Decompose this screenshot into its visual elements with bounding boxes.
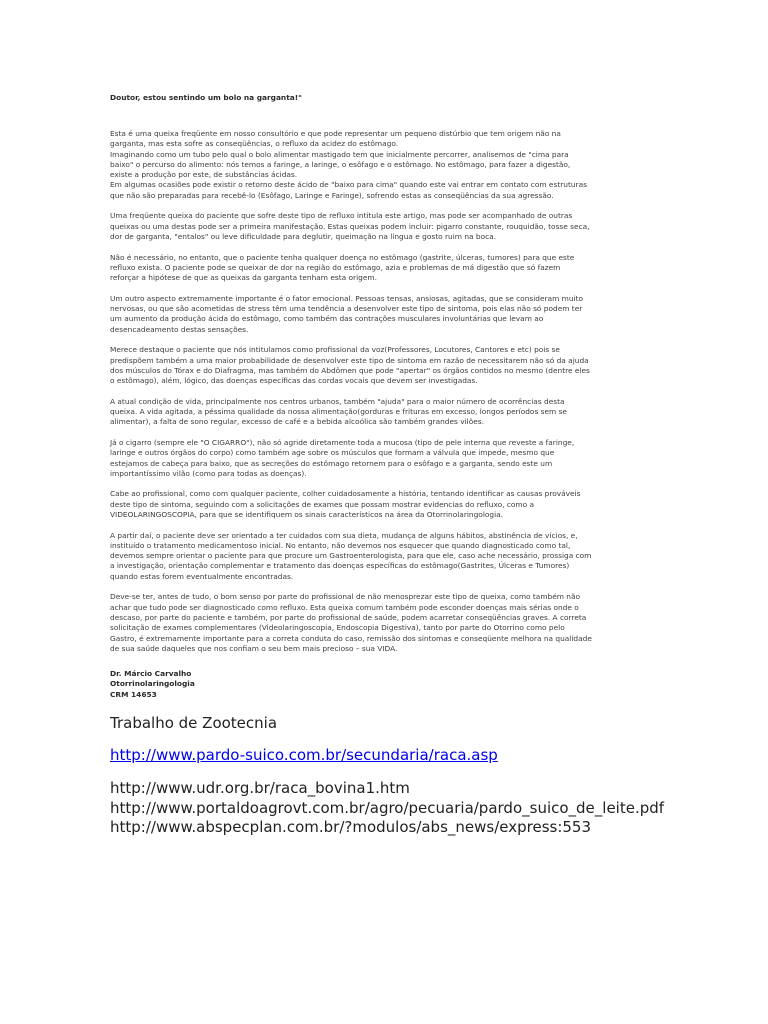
paragraph-line: quando estas forem eventualmente encontradas. [110, 571, 294, 581]
author-specialty: Otorrinolaringologia [110, 679, 195, 689]
article-paragraph [110, 211, 660, 242]
article-paragraph [110, 489, 660, 520]
paragraph-line: reforçar a hipótese de que as queixas da garganta tenham esta origem. [110, 273, 377, 283]
reference-url: http://www.abspecplan.com.br/?modulos/abs_news/express:553 [110, 818, 592, 836]
paragraph-line: solicitação de exames complementares (Videolaringoscopia, Endoscopia Digestiva), tanto por parte do Otorrino como pelo [110, 623, 565, 633]
paragraph-line: Já o cigarro (sempre ele "O CIGARRO"), não só agride diretamente toda a mucosa (tipo de pele interna que reveste a faringe, [110, 437, 575, 447]
paragraph-line: de sua saúde daqueles que nos confiam o seu bem mais precioso – sua VIDA. [110, 643, 398, 653]
article-paragraph [110, 531, 660, 582]
paragraph-line: Gastro, é extremamente importante para a correta conduta do caso, remissão dos sintomas e conseqüente melhora na qualidade [110, 633, 592, 643]
article-paragraph [110, 397, 660, 428]
paragraph-line: Imaginando como um tubo pelo qual o bolo alimentar mastigado tem que inicialmente percorrer, analisemos de "cima para [110, 149, 569, 159]
paragraph-line: Cabe ao profissional, como com qualquer paciente, colher cuidadosamente a história, tentando identificar as causas prováveis [110, 489, 581, 499]
section-title: Trabalho de Zootecnia [110, 714, 278, 732]
paragraph-line: Uma freqüente queixa do paciente que sofre deste tipo de refluxo intitula este artigo, mas pode ser acompanhado de outras [110, 211, 573, 221]
author-crm: CRM 14653 [110, 689, 157, 699]
paragraph-line: baixo" o percurso do alimento: nós temos a faringe, a laringe, o esôfago e o estômago. No estômago, para fazer a digestão, [110, 159, 571, 169]
paragraph-line: importantíssimo vilão (como para todas as doenças). [110, 468, 307, 478]
article-paragraph [110, 253, 660, 284]
paragraph-line: A partir daí, o paciente deve ser orientado a ter cuidados com sua dieta, mudança de alguns hábitos, abstinência de vícios, e, [110, 530, 578, 540]
paragraph-line: Não é necessário, no entanto, que o paciente tenha qualquer doença no estômago (gastrite, úlceras, tumores) para que este [110, 252, 575, 262]
paragraph-line: refluxo exista. O paciente pode se queixar de dor na região do estômago, azia e problemas de má digestão que só fazem [110, 262, 561, 272]
paragraph-line: desencadeamento destas sensações. [110, 324, 249, 334]
reference-url-list [110, 779, 664, 838]
paragraph-line: Deve-se ter, antes de tudo, o bom senso por parte do profissional de não menosprezar este tipo de queixa, como também não [110, 592, 581, 602]
paragraph-line: existe a produção por este, de substâncias ácidas. [110, 170, 298, 180]
paragraph-line: queixa. A vida agitada, a péssima qualidade da nossa alimentação(gorduras e frituras em excesso, longos períodos sem se [110, 407, 567, 417]
article-paragraph [110, 129, 660, 201]
article-paragraph [110, 592, 660, 654]
paragraph-line: achar que tudo pode ser diagnosticado como refluxo. Esta queixa comum também pode esconder doenças mais sérias onde o [110, 602, 579, 612]
article-paragraph [110, 345, 660, 386]
paragraph-line: Esta é uma queixa freqüente em nosso consultório e que pode representar um pequeno distúrbio que tem origem não na [110, 129, 561, 138]
paragraph-line: Merece destaque o paciente que nós intitulamos como profissional da voz(Professores, Locutores, Cantores e etc) pois se [110, 345, 560, 355]
paragraph-line: estejamos de cabeça para baixo, que as secreções do estômago retornem para o esôfago e a garganta, sendo este um [110, 458, 553, 468]
article-title: Doutor, estou sentindo um bolo na garganta!" [110, 93, 302, 102]
pardo-suico-link[interactable]: http://www.pardo-suico.com.br/secundaria/raca.asp [110, 746, 498, 764]
reference-url: http://www.udr.org.br/raca_bovina1.htm [110, 779, 410, 797]
paragraph-line: um aumento da produção ácida do estômago, como também das contrações musculares involuntárias que levam ao [110, 314, 544, 324]
paragraph-line: queixas ou uma destas pode ser a primeira manifestação. Estas queixas podem incluir: pigarro constante, rouquidão, tosse seca, [110, 221, 590, 231]
article-body [110, 129, 660, 664]
paragraph-line: descaso, por parte do paciente e também, por parte do profissional de saúde, podem acarretar conseqüências graves. A correta [110, 612, 587, 622]
paragraph-line: que não são preparadas para recebê-lo (Esôfago, Laringe e Faringe), sofrendo estas as conseqüências da sua agressão. [110, 190, 554, 200]
paragraph-line: predispõem também a uma maior probabilidade de desenvolver este tipo de sintoma em razão de necessitarem não só da ajuda [110, 355, 589, 365]
author-name: Dr. Márcio Carvalho [110, 669, 192, 678]
paragraph-line: VIDEOLARINGOSCOPIA, para que se identifiquem os sinais característicos na área da Otorrinolaringologia. [110, 509, 504, 519]
paragraph-line: dor de garganta, "entalos" ou leve dificuldade para deglutir, queimação na língua e gosto ruim na boca. [110, 231, 497, 241]
paragraph-line: dos músculos do Tórax e do Diafragma, mas também do Abdômen que pode "apertar" os órgãos contidos no mesmo (dentre eles [110, 365, 590, 375]
author-signature [110, 669, 195, 700]
paragraph-line: devemos sempre orientar o paciente para que procure um Gastroenterologista, para que ele, caso ache necessário, prossiga com [110, 551, 592, 561]
paragraph-line: laringe e outros órgãos do corpo) como também age sobre os músculos que formam a válvula que impede, mesmo que [110, 448, 555, 458]
paragraph-line: Em algumas ocasiões pode existir o retorno deste ácido de "baixo para cima" quando este vai entrar em contato com estruturas [110, 180, 587, 190]
paragraph-line: alimentar), a falta de sono regular, excesso de café e a bebida alcoólica são também grandes vilões. [110, 417, 484, 427]
paragraph-line: o estômago), além, lógico, das doenças específicas das cordas vocais que devem ser investigadas. [110, 376, 478, 386]
paragraph-line: deste tipo de sintoma, seguindo com a solicitações de exames que possam mostrar evidencias do refluxo, como a [110, 499, 535, 509]
paragraph-line: garganta, mas esta sofre as conseqüências, o refluxo da acidez do estômago. [110, 139, 399, 149]
paragraph-line: Um outro aspecto extremamente importante é o fator emocional. Pessoas tensas, ansiosas, agitadas, que se consideram muito [110, 293, 583, 303]
paragraph-line: instituído o tratamento medicamentoso inicial. No entanto, não devemos nos esquecer que quando diagnosticado como tal, [110, 540, 571, 550]
reference-url: http://www.portaldoagrovt.com.br/agro/pecuaria/pardo_suico_de_leite.pdf [110, 798, 665, 817]
paragraph-line: nervosas, ou que são acometidas de stress têm uma tendência a desenvolver este tipo de sintoma, pois elas não só podem ter [110, 304, 583, 314]
paragraph-line: a investigação, orientação complementar e tratamento das doenças específicas do estômago(Gastrites, Úlceras e Tumores) [110, 561, 570, 571]
article-paragraph [110, 294, 660, 335]
article-paragraph [110, 438, 660, 479]
paragraph-line: A atual condição de vida, principalmente nos centros urbanos, também "ajuda" para o maior número de ocorrências desta [110, 396, 565, 406]
